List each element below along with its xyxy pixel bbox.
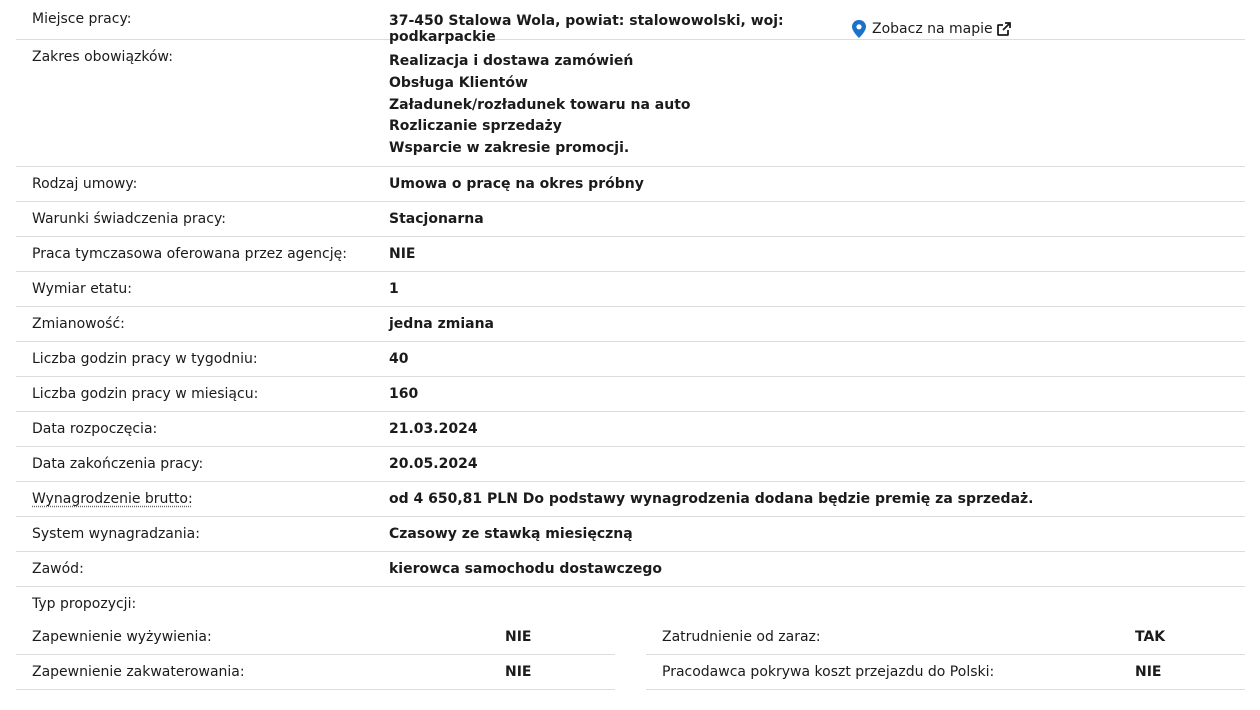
meals-row — [16, 620, 615, 655]
travel-cost-row — [646, 655, 1245, 690]
proposal-left-column — [16, 620, 615, 690]
row-value: NIE — [505, 664, 532, 680]
temporary-agency-row — [16, 237, 1245, 272]
row-value: NIE — [1135, 664, 1162, 680]
occupation-row — [16, 552, 1245, 587]
gross-salary-label-cell — [16, 491, 389, 507]
see-on-map-label: Zobacz na mapie — [872, 21, 993, 37]
row-label: Zapewnienie wyżywienia: — [32, 629, 212, 645]
row-label: Praca tymczasowa oferowana przez agencję: — [32, 246, 347, 262]
row-label: Zmianowość: — [32, 316, 125, 332]
contract-type-row — [16, 167, 1245, 202]
duty-item: Obsługa Klientów — [389, 74, 528, 91]
start-date-row — [16, 412, 1245, 447]
location-value-cell — [389, 11, 1245, 45]
duty-item: Wsparcie w zakresie promocji. — [389, 140, 630, 157]
row-value: 20.05.2024 — [389, 456, 478, 472]
external-link-icon — [997, 22, 1011, 36]
row-label: System wynagradzania: — [32, 526, 200, 542]
location-row — [16, 0, 1245, 45]
row-value: Umowa o pracę na okres próbny — [389, 176, 644, 192]
pay-system-row — [16, 517, 1245, 552]
row-label: Zawód: — [32, 561, 84, 577]
row-label: Warunki świadczenia pracy: — [32, 211, 226, 227]
map-pin-icon — [851, 20, 867, 38]
duties-list — [389, 49, 1245, 160]
row-value: TAK — [1135, 629, 1166, 645]
duties-label: Zakres obowiązków: — [32, 49, 173, 65]
see-on-map-link[interactable] — [851, 20, 1011, 38]
proposal-type-grid — [16, 620, 1245, 690]
row-value: NIE — [505, 629, 532, 645]
row-label: Liczba godzin pracy w tygodniu: — [32, 351, 258, 367]
gross-salary-tooltip-label[interactable]: Wynagrodzenie brutto: — [32, 491, 193, 507]
row-value: 1 — [389, 281, 399, 297]
proposal-type-row — [16, 587, 1245, 621]
accommodation-row — [16, 655, 615, 690]
row-label: Liczba godzin pracy w miesiącu: — [32, 386, 259, 402]
duties-row — [16, 40, 1245, 167]
row-label: Rodzaj umowy: — [32, 176, 138, 192]
immediate-start-row — [646, 620, 1245, 655]
proposal-right-column — [646, 620, 1245, 690]
row-value: 40 — [389, 351, 409, 367]
location-value: 37-450 Stalowa Wola, powiat: stalowowolski, woj: podkarpackie — [389, 13, 784, 45]
row-label: Data rozpoczęcia: — [32, 421, 158, 437]
row-value: NIE — [389, 246, 416, 262]
shifts-row — [16, 307, 1245, 342]
row-value: od 4 650,81 PLN Do podstawy wynagrodzenia dodana będzie premię za sprzedaż. — [389, 491, 1034, 507]
employment-fraction-row — [16, 272, 1245, 307]
row-label: Pracodawca pokrywa koszt przejazdu do Polski: — [662, 664, 995, 680]
row-label: Zapewnienie zakwaterowania: — [32, 664, 245, 680]
row-value: kierowca samochodu dostawczego — [389, 561, 663, 577]
work-conditions-row — [16, 202, 1245, 237]
row-value: Stacjonarna — [389, 211, 484, 227]
proposal-type-label: Typ propozycji: — [32, 596, 137, 612]
row-label: Data zakończenia pracy: — [32, 456, 204, 472]
row-label: Zatrudnienie od zaraz: — [662, 629, 821, 645]
end-date-row — [16, 447, 1245, 482]
weekly-hours-row — [16, 342, 1245, 377]
row-value: jedna zmiana — [389, 316, 494, 332]
row-value: 160 — [389, 386, 419, 402]
location-label: Miejsce pracy: — [32, 11, 132, 27]
gross-salary-row — [16, 482, 1245, 517]
row-value: 21.03.2024 — [389, 421, 478, 437]
duty-item: Rozliczanie sprzedaży — [389, 118, 562, 135]
job-details-table — [16, 0, 1245, 680]
row-value: Czasowy ze stawką miesięczną — [389, 526, 633, 542]
row-label: Wymiar etatu: — [32, 281, 132, 297]
monthly-hours-row — [16, 377, 1245, 412]
duty-item: Załadunek/rozładunek towaru na auto — [389, 96, 691, 113]
duty-item: Realizacja i dostawa zamówień — [389, 53, 634, 69]
